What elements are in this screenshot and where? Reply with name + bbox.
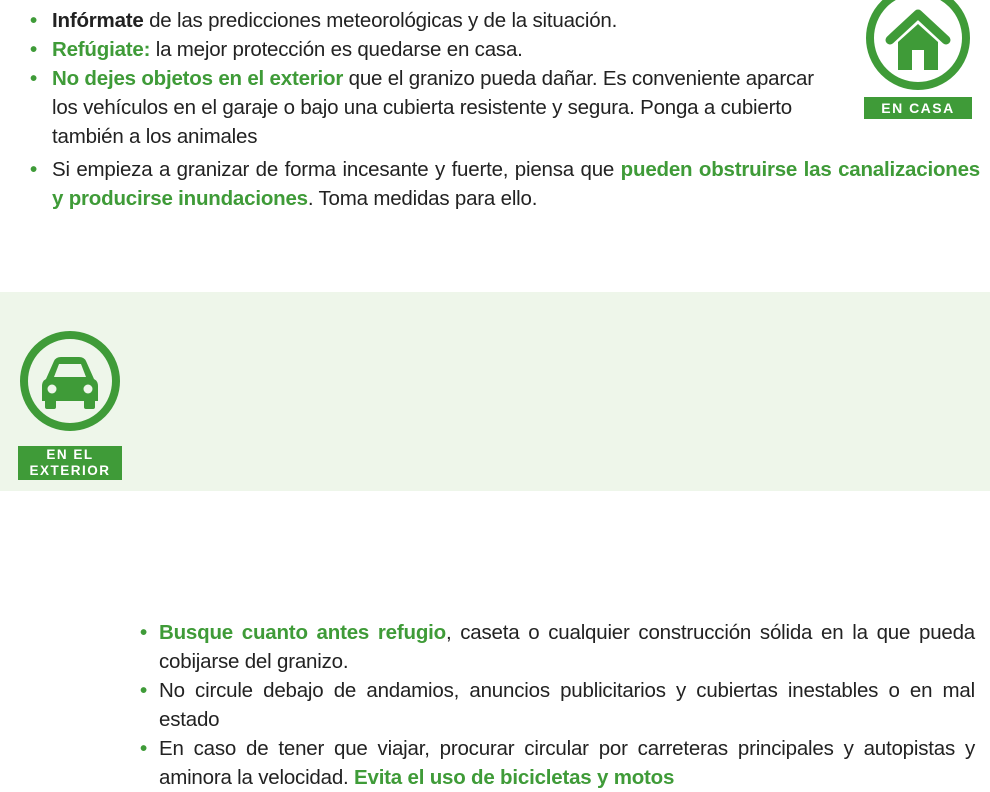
en-casa-label: EN CASA	[864, 97, 972, 119]
item-text: . Toma medidas para ello.	[307, 187, 538, 210]
car-icon	[18, 329, 122, 437]
list-item	[30, 155, 980, 213]
house-icon	[864, 0, 972, 94]
en-casa-section	[0, 0, 990, 262]
item-text: la mejor protección es quedarse en casa.	[150, 38, 523, 61]
item-bold: Busque cuanto antes refugio	[159, 621, 446, 644]
en-el-exterior-badge	[18, 329, 122, 480]
label-line-2: EXTERIOR	[29, 463, 111, 478]
list-item	[30, 35, 980, 64]
item-bold: Evita el uso de bicicletas y motos	[354, 766, 675, 789]
item-bold: Infórmate	[52, 9, 144, 32]
item-bold: No dejes objetos en el exterior	[52, 67, 344, 90]
item-text: de las predicciones meteorológicas y de la situación.	[143, 9, 618, 32]
en-el-exterior-section	[0, 292, 990, 789]
list-item	[140, 618, 975, 676]
item-text: En caso de tener que viajar, procurar circular por carreteras principales y autopistas y aminora la velocidad.	[159, 737, 975, 789]
item-pre: Si empieza a granizar de forma incesante y fuerte, piensa que	[52, 158, 621, 181]
item-bold: pueden obstruirse las canalizaciones y producirse inundaciones	[52, 158, 980, 210]
label-line-1: EN EL	[46, 447, 94, 462]
en-casa-badge	[864, 0, 972, 119]
list-item	[140, 734, 975, 792]
en-el-exterior-label	[18, 446, 122, 480]
en-el-exterior-list	[140, 618, 975, 792]
item-bold: Refúgiate:	[52, 38, 151, 61]
list-item	[140, 676, 975, 734]
list-item	[30, 64, 822, 151]
list-item	[30, 6, 980, 35]
item-text: , caseta o cualquier construcción sólida en la que pueda cobijarse del granizo.	[159, 621, 975, 673]
item-text: No circule debajo de andamios, anuncios publicitarios y cubiertas inestables o en mal estado	[159, 679, 975, 731]
en-casa-list	[30, 6, 980, 213]
item-text: que el granizo pueda dañar. Es conveniente aparcar los vehículos en el garaje o bajo una cubierta resistente y segura. Ponga a cubierto también a los animales	[52, 67, 814, 148]
